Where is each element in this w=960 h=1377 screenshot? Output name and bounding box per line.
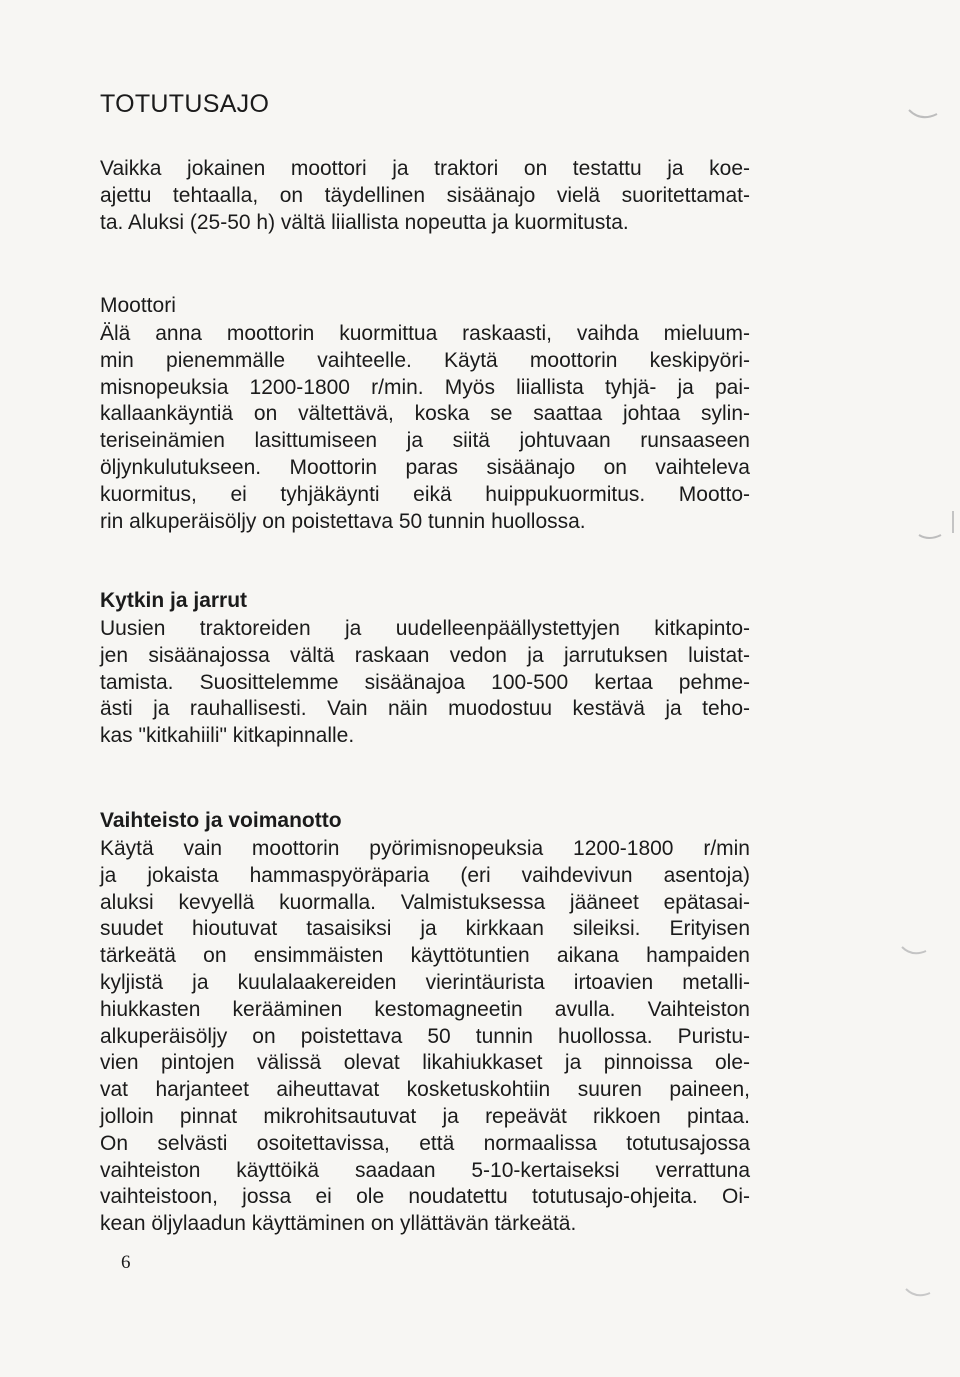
section-line: hiukkasten kerääminen kestomagneetin avulla. Vaihteiston — [100, 997, 750, 1021]
section-moottori — [100, 294, 750, 535]
section-heading: Moottori — [100, 294, 176, 317]
section-line: rin alkuperäisöljy on poistettava 50 tunnin huollossa. — [100, 509, 586, 533]
scan-mark — [905, 92, 945, 132]
section-line: min pienemmälle vaihteelle. Käytä moottorin keskipyöri- — [100, 348, 750, 372]
section-line: vaihteistoon, jossa ei ole noudatettu totutusajo-ohjeita. Oi- — [100, 1185, 750, 1209]
section-line: öljynkulutukseen. Moottorin paras sisäänajo on vaihteleva — [100, 455, 750, 479]
scan-mark — [915, 505, 960, 545]
section-line: ja jokaista hammaspyöräparia (eri vaihdevivun asentoja) — [100, 863, 750, 887]
section-line: ästi ja rauhallisesti. Vain näin muodostuu kestävä ja teho- — [100, 697, 750, 721]
scan-mark — [898, 935, 938, 965]
section-line: kyljistä ja kuulalaakereiden vierintäurista irtoavien metalli- — [100, 970, 750, 994]
intro-line: ta. Aluksi (25-50 h) vältä liiallista nopeutta ja kuormitusta. — [100, 210, 629, 234]
section-line: jolloin pinnat mikrohitsautuvat ja repeävät rikkoen pintaa. — [100, 1104, 750, 1128]
section-line: aluksi kevyellä kuormalla. Valmistuksessa jääneet epätasai- — [100, 890, 750, 914]
intro-line: ajettu tehtaalla, on täydellinen sisäänajo vielä suoritettamat- — [100, 183, 750, 207]
scan-mark — [900, 1255, 940, 1315]
page-number: 6 — [121, 1252, 131, 1273]
section-line: kean öljylaadun käyttäminen on yllättävän tärkeätä. — [100, 1212, 577, 1236]
section-line: kallaankäyntiä on vältettävä, koska se saattaa johtaa sylin- — [100, 402, 750, 426]
section-line: Uusien traktoreiden ja uudelleenpäällystettyjen kitkapinto- — [100, 617, 750, 640]
section-kytkin-ja-jarrut — [100, 589, 750, 750]
section-heading: Kytkin ja jarrut — [100, 589, 248, 612]
page-title: TOTUTUSAJO — [100, 90, 270, 118]
section-line: teriseinämien lasittumiseen ja siitä johtuvaan runsaaseen — [100, 429, 750, 453]
section-line: alkuperäisöljy on poistettava 50 tunnin huollossa. Puristu- — [100, 1024, 750, 1048]
section-line: misnopeuksia 1200-1800 r/min. Myös liiallista tyhjä- ja pai- — [100, 375, 750, 399]
section-line: tamista. Suosittelemme sisäänajoa 100-500 kertaa pehme- — [100, 670, 750, 694]
section-line: Älä anna moottorin kuormittua raskaasti, vaihda mieluum- — [100, 322, 750, 345]
section-line: vien pintojen välissä olevat likahiukkaset ja pinnoissa ole- — [100, 1051, 750, 1075]
section-line: vat harjanteet aiheuttavat kosketuskohtiin suuren paineen, — [100, 1078, 750, 1102]
section-line: Käytä vain moottorin pyörimisnopeuksia 1200-1800 r/min — [100, 837, 750, 860]
intro-paragraph — [100, 156, 750, 236]
section-line: suudet hioutuvat tasaisiksi ja kirkkaan sileiksi. Erityisen — [100, 917, 750, 941]
section-line: tärkeätä on ensimmäisten käyttötuntien aikana hampaiden — [100, 944, 750, 968]
section-line: vaihteiston käyttöikä saadaan 5-10-kertaiseksi verrattuna — [100, 1158, 750, 1182]
section-vaihteisto-ja-voimanotto — [100, 809, 750, 1238]
section-heading: Vaihteisto ja voimanotto — [100, 809, 342, 832]
section-line: kuormitus, ei tyhjäkäynti eikä huippukuormitus. Mootto- — [100, 482, 750, 506]
section-line: jen sisäänajossa vältä raskaan vedon ja jarrutuksen luistat- — [100, 643, 750, 667]
section-line: kas "kitkahiili" kitkapinnalle. — [100, 724, 355, 748]
intro-line: Vaikka jokainen moottori ja traktori on testattu ja koe- — [100, 157, 750, 180]
section-line: On selvästi osoitettavissa, että normaalissa totutusajossa — [100, 1131, 750, 1155]
